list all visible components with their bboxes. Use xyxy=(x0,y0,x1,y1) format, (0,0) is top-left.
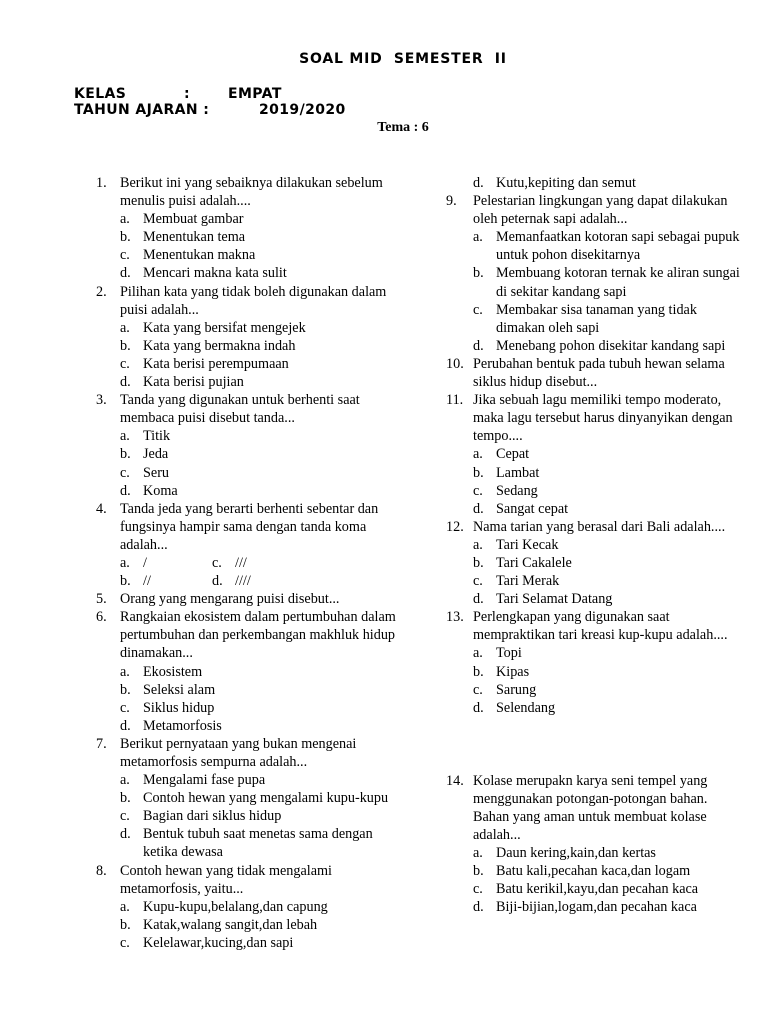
question-number: 7. xyxy=(96,735,107,752)
option-b: b. Seleksi alam xyxy=(120,681,216,698)
option-a: a. Topi xyxy=(473,645,522,662)
option-b: b. Katak,walang sangit,dan lebah xyxy=(120,916,318,933)
question-number: 3. xyxy=(96,392,107,409)
option-c: c. Kelelawar,kucing,dan sapi xyxy=(120,934,294,951)
option-b: b. Membuang kotoran ternak ke aliran sungai di sekitar kandang sapi xyxy=(473,265,740,300)
option-d: d. Menebang pohon disekitar kandang sapi xyxy=(473,337,726,354)
option-a: a. Cepat xyxy=(473,446,530,463)
question-5 xyxy=(96,590,396,608)
option-a: a. Mengalami fase pupa xyxy=(120,772,266,789)
kelas-label: KELAS xyxy=(74,86,127,102)
question-text: Kolase merupakn karya seni tempel yang menggunakan potongan-potongan bahan. Bahan yang aman untuk membuat kolase adalah... xyxy=(473,772,708,844)
question-number: 11. xyxy=(446,392,464,409)
option-d: d. Selendang xyxy=(473,699,556,716)
question-number: 10. xyxy=(446,355,464,372)
question-6 xyxy=(96,608,396,735)
option-a: a. Kata yang bersifat mengejek xyxy=(120,319,306,336)
question-number: 1. xyxy=(96,175,107,191)
question-11 xyxy=(446,391,746,518)
question-number: 13. xyxy=(446,609,464,626)
option-c: c. Sedang xyxy=(473,482,538,499)
question-text: Contoh hewan yang tidak mengalami metamorfosis, yaitu... xyxy=(120,862,332,897)
question-text: Rangkaian ekosistem dalam pertumbuhan dalam pertumbuhan dan perkembangan makhluk hidup dinamakan... xyxy=(120,609,396,662)
question-13 xyxy=(446,608,746,717)
question-12 xyxy=(446,518,746,608)
tahun-ajaran-value: 2019/2020 xyxy=(259,102,346,118)
question-number: 4. xyxy=(96,500,107,517)
option-c: c. /// xyxy=(212,554,247,571)
option-a: a. Memanfaatkan kotoran sapi sebagai pupuk untuk pohon disekitarnya xyxy=(473,229,740,264)
option-a: a. Titik xyxy=(120,428,171,445)
option-a: a. Daun kering,kain,dan kertas xyxy=(473,845,656,862)
question-text: Perlengkapan yang digunakan saat mempraktikan tari kreasi kup-kupu adalah.... xyxy=(473,609,728,644)
option-b: b. Batu kali,pecahan kaca,dan logam xyxy=(473,863,691,880)
option-d: d. Tari Selamat Datang xyxy=(473,591,613,608)
option-a: a. / xyxy=(120,554,147,571)
question-text: Berikut ini yang sebaiknya dilakukan sebelum menulis puisi adalah.... xyxy=(120,175,383,210)
question-number: 6. xyxy=(96,609,107,626)
question-number: 5. xyxy=(96,591,107,608)
question-3 xyxy=(96,391,396,500)
question-text: Berikut pernyataan yang bukan mengenai metamorfosis sempurna adalah... xyxy=(120,735,357,770)
option-c: c. Batu kerikil,kayu,dan pecahan kaca xyxy=(473,881,699,898)
question-4 xyxy=(96,500,396,590)
question-text: Nama tarian yang berasal dari Bali adalah.... xyxy=(473,518,726,535)
option-b: b. Contoh hewan yang mengalami kupu-kupu xyxy=(120,790,389,807)
question-14 xyxy=(446,772,746,917)
option-a: a. Tari Kecak xyxy=(473,536,559,553)
option-d: d. Bentuk tubuh saat menetas sama dengan ketika dewasa xyxy=(120,826,373,861)
question-number: 9. xyxy=(446,193,457,210)
option-b: b. Kipas xyxy=(473,663,530,680)
option-d: d. Sangat cepat xyxy=(473,500,569,517)
option-d: d. Kata berisi pujian xyxy=(120,374,244,391)
option-c: c. Tari Merak xyxy=(473,573,560,590)
option-d: d. Mencari makna kata sulit xyxy=(120,265,287,282)
tema-label: Tema : 6 xyxy=(377,120,429,135)
option-c: c. Sarung xyxy=(473,681,537,698)
option-c: c. Siklus hidup xyxy=(120,699,215,716)
option-b: b. Jeda xyxy=(120,446,169,463)
tahun-ajaran-label: TAHUN AJARAN : xyxy=(74,102,210,118)
page-title: SOAL MID SEMESTER II xyxy=(299,51,507,67)
option-b: b. Lambat xyxy=(473,464,540,481)
left-column xyxy=(96,174,396,952)
option-b: b. Menentukan tema xyxy=(120,229,246,246)
question-number: 12. xyxy=(446,518,464,535)
question-8-continued xyxy=(446,174,746,192)
question-text: Tanda yang digunakan untuk berhenti saat membaca puisi disebut tanda... xyxy=(120,392,360,427)
option-c: c. Menentukan makna xyxy=(120,247,256,264)
option-d: d. Kutu,kepiting dan semut xyxy=(473,175,636,191)
question-text: Orang yang mengarang puisi disebut... xyxy=(120,591,340,608)
option-c: c. Membakar sisa tanaman yang tidak dimakan oleh sapi xyxy=(473,301,697,336)
option-d: d. Biji-bijian,logam,dan pecahan kaca xyxy=(473,899,697,916)
question-number: 8. xyxy=(96,862,107,879)
kelas-value: EMPAT xyxy=(228,86,282,102)
option-a: a. Ekosistem xyxy=(120,663,203,680)
question-text: Pilihan kata yang tidak boleh digunakan dalam puisi adalah... xyxy=(120,283,387,318)
question-1 xyxy=(96,174,396,283)
question-number: 14. xyxy=(446,772,464,789)
option-d: d. Metamorfosis xyxy=(120,717,222,734)
option-c: c. Bagian dari siklus hidup xyxy=(120,808,282,825)
option-a: a. Membuat gambar xyxy=(120,211,244,228)
question-text: Pelestarian lingkungan yang dapat dilakukan oleh peternak sapi adalah... xyxy=(473,193,728,228)
right-column xyxy=(446,174,746,917)
option-b: b. // xyxy=(120,573,151,590)
question-9 xyxy=(446,192,746,355)
question-8 xyxy=(96,862,396,952)
question-text: Perubahan bentuk pada tubuh hewan selama siklus hidup disebut... xyxy=(473,355,725,391)
question-2 xyxy=(96,283,396,392)
option-a: a. Kupu-kupu,belalang,dan capung xyxy=(120,898,328,915)
question-10 xyxy=(446,355,746,391)
question-7 xyxy=(96,735,396,862)
kelas-separator: : xyxy=(184,86,190,102)
option-d: d. //// xyxy=(212,573,251,590)
question-text: Tanda jeda yang berarti berhenti sebentar dan fungsinya hampir sama dengan tanda koma adalah... xyxy=(120,500,379,553)
column-gap xyxy=(446,717,746,772)
question-number: 2. xyxy=(96,283,107,300)
option-c: c. Kata berisi perempumaan xyxy=(120,355,289,372)
option-b: b. Tari Cakalele xyxy=(473,554,572,571)
option-c: c. Seru xyxy=(120,464,170,481)
option-d: d. Koma xyxy=(120,482,178,499)
question-text: Jika sebuah lagu memiliki tempo moderato, maka lagu tersebut harus dinyanyikan dengan tempo.... xyxy=(473,392,733,445)
option-b: b. Kata yang bermakna indah xyxy=(120,337,296,354)
